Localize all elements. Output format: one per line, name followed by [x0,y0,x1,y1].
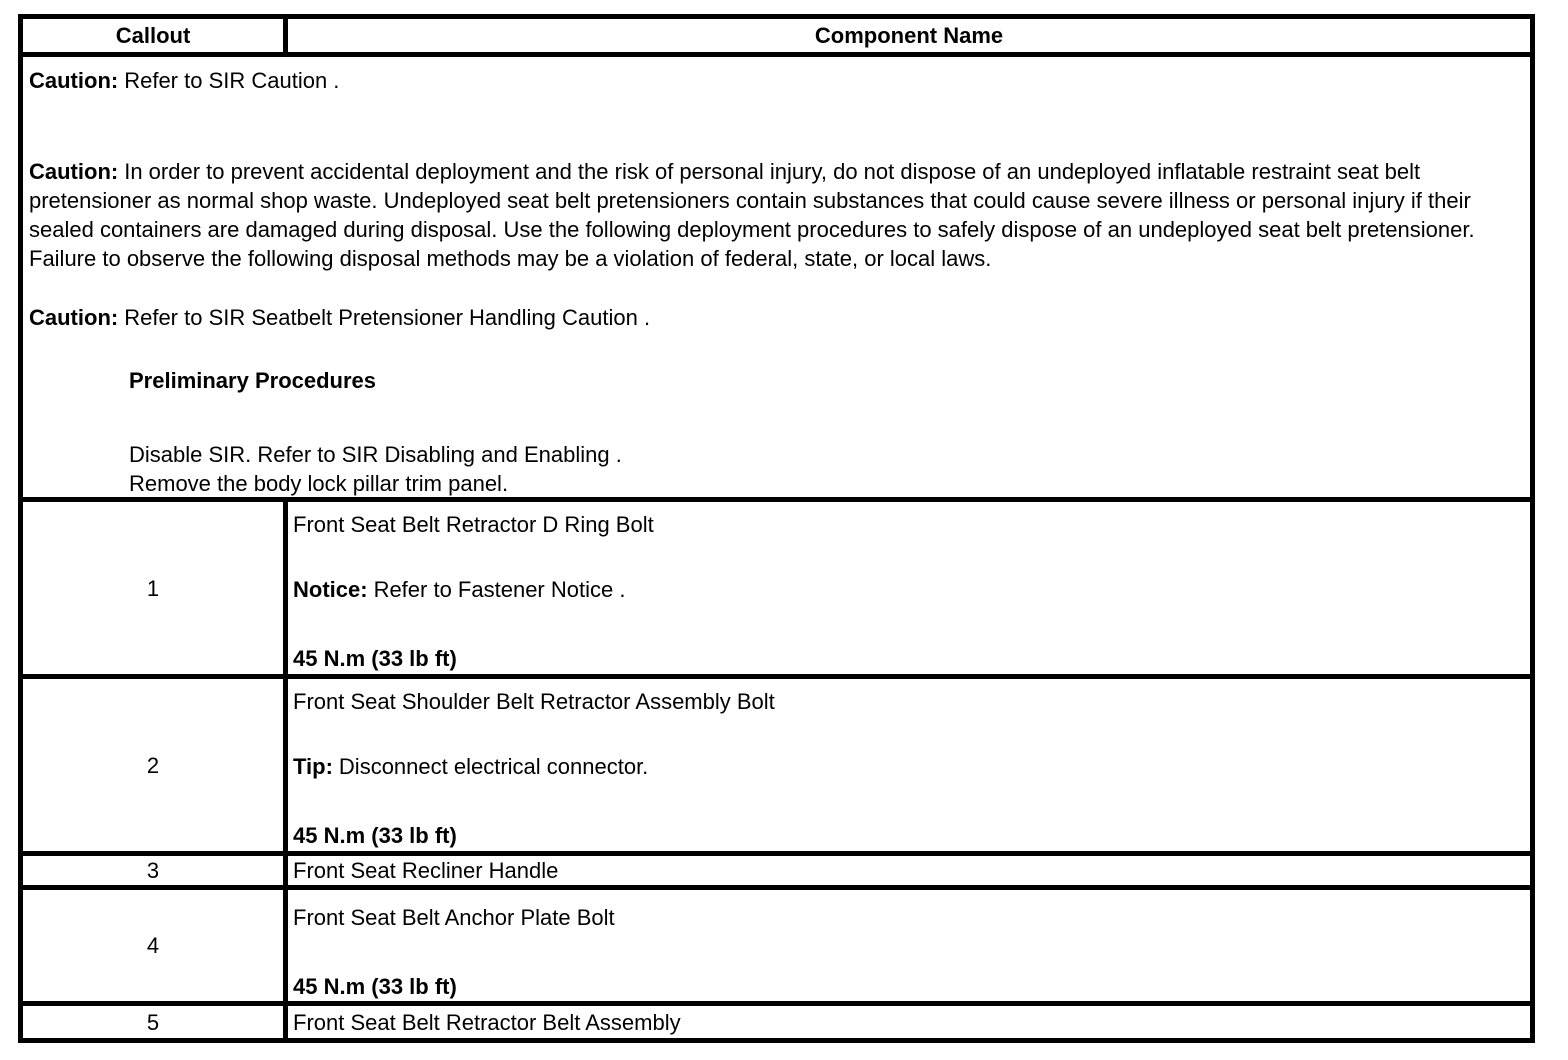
component-name: Front Seat Shoulder Belt Retractor Assembly Bolt [293,689,775,714]
caution-block-row [23,52,1530,497]
caution-text: Refer to SIR Caution . [124,68,340,93]
caution-label: Caution: [29,68,119,93]
component-cell [288,890,1530,1001]
table-header-row [23,19,1530,52]
preliminary-procedures-list [129,440,1520,497]
table-row [23,885,1530,1001]
note-text: Refer to Fastener Notice . [373,577,626,602]
component-name: Front Seat Belt Retractor Belt Assembly [293,1009,681,1035]
component-name: Front Seat Recliner Handle [293,858,559,883]
caution-pretensioner-handling [29,303,1520,332]
caution-block-cell [23,57,1530,497]
procedure-step: Remove the body lock pillar trim panel. [129,471,509,496]
table-row [23,674,1530,851]
caution-sir [29,66,1520,95]
component-note [293,752,1520,781]
component-note [293,575,1520,604]
callout-number: 1 [23,502,288,674]
caution-text: Refer to SIR Seatbelt Pretensioner Handling Caution . [124,305,651,330]
note-label: Tip: [293,754,333,779]
callout-number: 2 [23,679,288,851]
table-row [23,851,1530,885]
torque-spec: 45 N.m (33 lb ft) [293,974,457,999]
component-name: Front Seat Belt Retractor D Ring Bolt [293,512,654,537]
table-row [23,1001,1530,1038]
header-component-name: Component Name [814,23,1004,48]
caution-text: In order to prevent accidental deployment and the risk of personal injury, do not dispose of an undeployed inflatable restraint seat belt pretensioner as normal shop waste. Undeployed seat belt pretensioners contain substances that could cause severe illness or personal injury if their sealed containers are damaged during disposal. Use the following deployment procedures to safely dispose of an undeployed seat belt pretensioner. Failure to observe the following disposal methods may be a violation of federal, state, or local laws. [29,159,1475,271]
caution-disposal [29,157,1520,273]
torque-spec: 45 N.m (33 lb ft) [293,823,457,848]
table-row [23,497,1530,674]
note-text: Disconnect electrical connector. [338,754,649,779]
component-cell [288,502,1530,674]
component-cell [288,679,1530,851]
component-cell [288,1006,1530,1038]
caution-label: Caution: [29,305,119,330]
caution-label: Caution: [29,159,119,184]
procedure-step: Disable SIR. Refer to SIR Disabling and Enabling . [129,442,622,467]
callout-number: 3 [23,856,288,885]
note-label: Notice: [293,577,368,602]
callout-number: 5 [23,1006,288,1038]
preliminary-procedures-title: Preliminary Procedures [129,368,377,393]
callout-number: 4 [23,890,288,1001]
torque-spec: 45 N.m (33 lb ft) [293,646,457,671]
component-table [18,14,1535,1043]
component-name: Front Seat Belt Anchor Plate Bolt [293,905,615,930]
component-cell [288,856,1530,885]
header-callout: Callout [23,19,288,52]
